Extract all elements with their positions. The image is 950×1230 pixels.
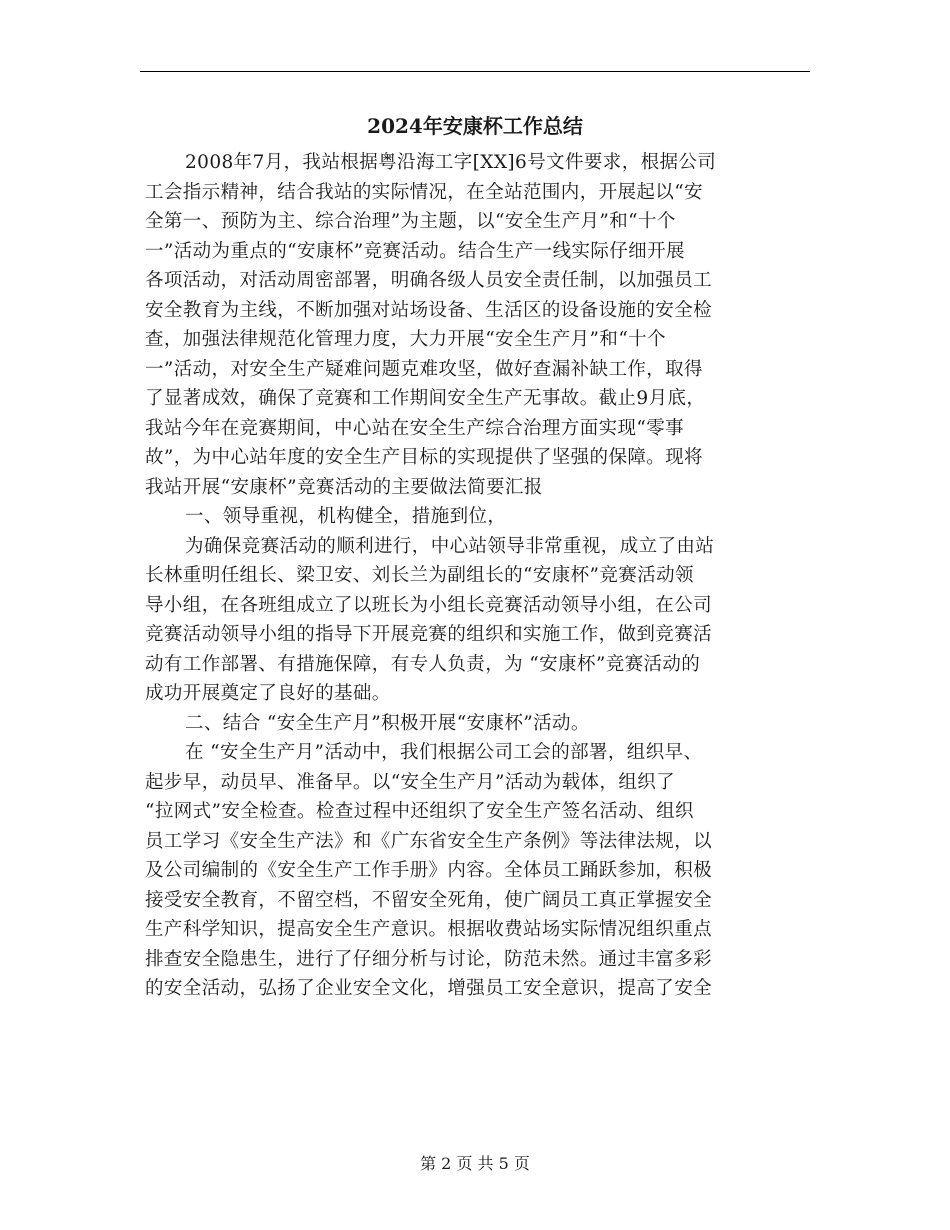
text-line: 导小组，在各班组成立了以班长为小组长竞赛活动领导小组，在公司 bbox=[145, 594, 713, 616]
text-line: 我站开展“安康杯”竞赛活动的主要做法简要汇报 bbox=[145, 476, 543, 498]
text-line: 竞赛活动领导小组的指导下开展竞赛的组织和实施工作，做到竞赛活 bbox=[145, 624, 713, 645]
text-line: 生产科学知识，提高安全生产意识。根据收费站场实际情况组织重点 bbox=[145, 919, 713, 940]
document-title: 2024年安康杯工作总结 bbox=[367, 114, 583, 138]
text-line: 我站今年在竞赛期间，中心站在安全生产综合治理方面实现“零事 bbox=[145, 417, 685, 439]
text-line: 工会指示精神，结合我站的实际情况，在全站范围内，开展起以“安 bbox=[145, 181, 703, 203]
text-line: 及公司编制的《安全生产工作手册》内容。全体员工踊跃参加，积极 bbox=[145, 860, 713, 881]
text-line: 2008年7月，我站根据粤沿海工字[XX]6号文件要求，根据公司 bbox=[185, 152, 717, 173]
text-line: 员工学习《安全生产法》和《广东省安全生产条例》等法律法规，以 bbox=[145, 830, 713, 852]
text-line: 起步早，动员早、准备早。以“安全生产月”活动为载体，组织了 bbox=[145, 771, 676, 793]
text-line: 一”活动，对安全生产疑难问题克难攻坚，做好查漏补缺工作，取得 bbox=[145, 358, 703, 380]
text-line: 二、结合 “安全生产月”积极开展“安康杯”活动。 bbox=[185, 712, 590, 734]
text-line: 在 “安全生产月”活动中，我们根据公司工会的部署，组织早、 bbox=[185, 742, 703, 763]
text-line: “拉网式”安全检查。检查过程中还组织了安全生产签名活动、组织 bbox=[145, 801, 694, 822]
text-line: 一”活动为重点的“安康杯”竞赛活动。结合生产一线实际仔细开展 bbox=[145, 240, 685, 262]
header-rule bbox=[140, 71, 810, 72]
text-line: 查，加强法律规范化管理力度，大力开展“安全生产月”和“十个 bbox=[145, 329, 666, 350]
text-line: 排查安全隐患生，进行了仔细分析与讨论，防范未然。通过丰富多彩 bbox=[145, 948, 713, 970]
text-line: 各项活动，对活动周密部署，明确各级人员安全责任制，以加强员工 bbox=[145, 270, 713, 291]
text-line: 长林重明任组长、梁卫安、刘长兰为副组长的“安康杯”竞赛活动领 bbox=[145, 565, 694, 586]
text-line: 的安全活动，弘扬了企业安全文化，增强员工安全意识，提高了安全 bbox=[145, 978, 713, 999]
text-line: 接受安全教育，不留空档，不留安全死角，使广阔员工真正掌握安全 bbox=[145, 889, 713, 911]
text-line: 成功开展奠定了良好的基础。 bbox=[145, 683, 391, 704]
text-line: 一、领导重视，机构健全，措施到位， bbox=[185, 506, 507, 527]
text-line: 为确保竞赛活动的顺利进行，中心站领导非常重视，成立了由站 bbox=[185, 535, 715, 557]
text-line: 了显著成效，确保了竞赛和工作期间安全生产无事故。截止9月底， bbox=[145, 388, 706, 409]
document-body bbox=[145, 148, 810, 1004]
text-line: 安全教育为主线，不断加强对站场设备、生活区的设备设施的安全检 bbox=[145, 299, 713, 321]
page-number: 第 2 页 共 5 页 bbox=[420, 1154, 530, 1173]
text-line: 动有工作部署、有措施保障，有专人负责，为 “安康杯”竞赛活动的 bbox=[145, 653, 701, 675]
text-line: 全第一、预防为主、综合治理”为主题，以“安全生产月”和“十个 bbox=[145, 211, 676, 232]
text-line: 故”，为中心站年度的安全生产目标的实现提供了坚强的保障。现将 bbox=[145, 447, 703, 468]
